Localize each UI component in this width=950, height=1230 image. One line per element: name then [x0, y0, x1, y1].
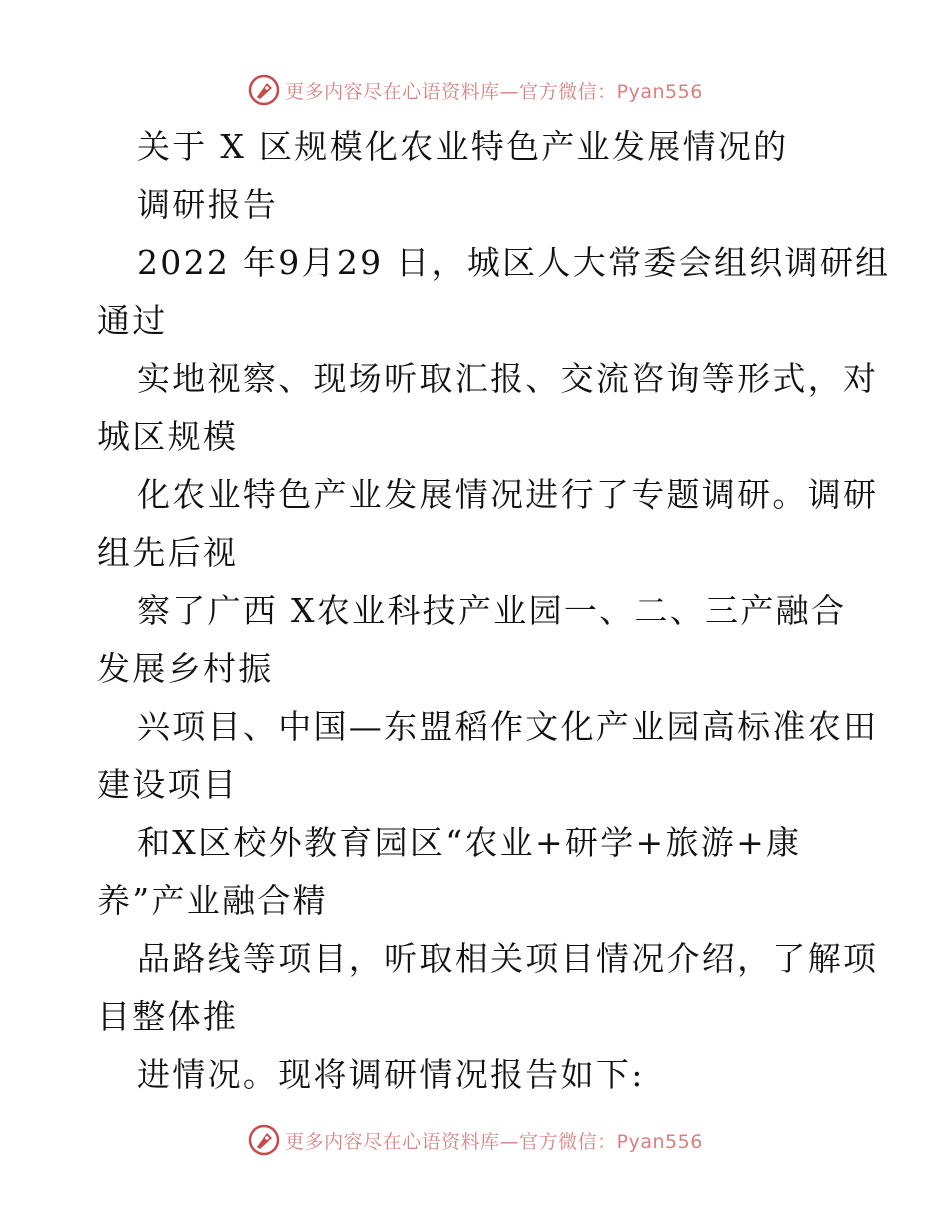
text-line: 2022 年9月29 日，城区人大常委会组织调研组 [137, 243, 891, 282]
text-line: 城区规模 [97, 417, 239, 456]
header-watermark [0, 70, 950, 110]
text-line: 目整体推 [97, 997, 239, 1036]
text-line: 通过 [97, 301, 168, 340]
text-line: 品路线等项目，听取相关项目情况介绍，了解项 [137, 939, 879, 978]
text-line: 化农业特色产业发展情况进行了专题调研。调研 [137, 475, 879, 514]
text-line: 进情况。现将调研情况报告如下: [137, 1055, 645, 1094]
text-line: 养”产业融合精 [97, 881, 328, 920]
text-line: 兴项目、中国—东盟稻作文化产业园高标准农田 [137, 707, 879, 746]
text-line: 组先后视 [97, 533, 239, 572]
footer-watermark [0, 1120, 950, 1160]
text-line: 察了广西 X农业科技产业园一、二、三产融合 [137, 591, 847, 630]
pen-nib-logo-icon [247, 1123, 281, 1157]
text-line: 实地视察、现场听取汇报、交流咨询等形式，对 [137, 359, 879, 398]
watermark-text: 更多内容尽在心语资料库—官方微信：Pyan556 [285, 80, 703, 103]
text-line: 调研报告 [137, 185, 279, 224]
pen-nib-logo-icon [247, 73, 281, 107]
document-body [97, 118, 891, 1104]
text-line: 建设项目 [97, 765, 239, 804]
watermark-text: 更多内容尽在心语资料库—官方微信：Pyan556 [285, 1130, 703, 1153]
text-line: 关于 X 区规模化农业特色产业发展情况的 [137, 127, 789, 166]
text-line: 和X区校外教育园区“农业+研学+旅游+康 [137, 823, 802, 862]
text-line: 发展乡村振 [97, 649, 274, 688]
